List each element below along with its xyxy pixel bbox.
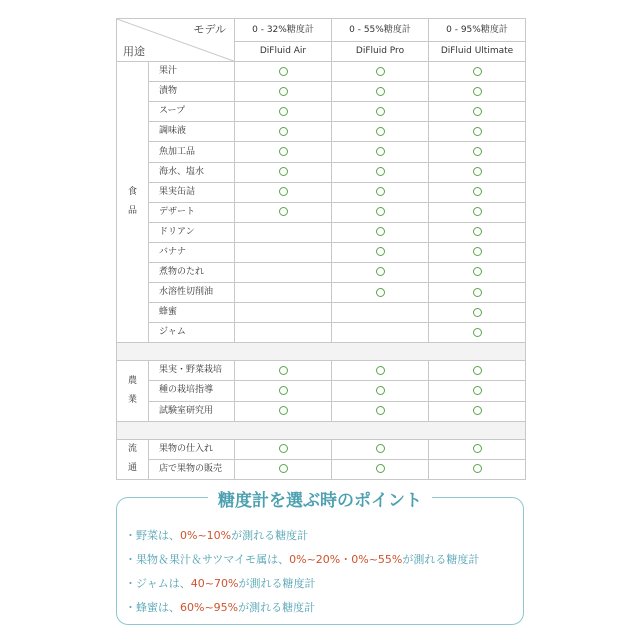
- compat-cell: [429, 62, 526, 82]
- table-row: [117, 242, 526, 262]
- model-range-pro: 0 - 55%糖度計: [332, 19, 429, 42]
- table-row: [117, 222, 526, 242]
- check-circle-icon: [376, 288, 385, 297]
- check-circle-icon: [279, 207, 288, 216]
- selection-points-box: [116, 491, 524, 625]
- use-label: 調味液: [149, 122, 235, 142]
- use-label: 魚加工品: [149, 142, 235, 162]
- point-item: [125, 524, 479, 548]
- check-circle-icon: [473, 464, 482, 473]
- compat-cell: [429, 262, 526, 282]
- compat-cell: [429, 283, 526, 303]
- model-range-air: 0 - 32%糖度計: [235, 19, 332, 42]
- check-circle-icon: [473, 67, 482, 76]
- compat-cell: [332, 459, 429, 479]
- compat-cell: [429, 323, 526, 343]
- check-circle-icon: [376, 406, 385, 415]
- table-row: [117, 202, 526, 222]
- point-range-highlight: 0%~10%: [180, 529, 232, 542]
- point-range-highlight: 60%~95%: [180, 601, 239, 614]
- table-row: [117, 401, 526, 421]
- compat-cell: [332, 82, 429, 102]
- use-label: 果汁: [149, 62, 235, 82]
- compat-cell: [332, 62, 429, 82]
- check-circle-icon: [279, 366, 288, 375]
- use-axis-label: 用途: [123, 45, 145, 59]
- suitability-table: [116, 18, 526, 480]
- check-circle-icon: [376, 207, 385, 216]
- point-item: [125, 572, 479, 596]
- use-label: 海水、塩水: [149, 162, 235, 182]
- compat-cell: [332, 162, 429, 182]
- compat-cell: [235, 122, 332, 142]
- compat-cell: [429, 303, 526, 323]
- table-row: [117, 162, 526, 182]
- check-circle-icon: [279, 464, 288, 473]
- compat-cell: [235, 439, 332, 459]
- table-row: [117, 283, 526, 303]
- compat-cell: [332, 102, 429, 122]
- check-circle-icon: [279, 107, 288, 116]
- compat-cell: [332, 182, 429, 202]
- compat-cell: [235, 202, 332, 222]
- model-name-air: DiFluid Air: [235, 42, 332, 62]
- table-row: [117, 361, 526, 381]
- compat-cell: [429, 361, 526, 381]
- compat-cell: [429, 82, 526, 102]
- compat-cell: [332, 401, 429, 421]
- compat-cell: [429, 162, 526, 182]
- compat-cell: [235, 222, 332, 242]
- compat-cell: [429, 202, 526, 222]
- compat-cell: [429, 122, 526, 142]
- table-row: [117, 459, 526, 479]
- compat-cell: [235, 283, 332, 303]
- check-circle-icon: [279, 444, 288, 453]
- compat-cell: [235, 262, 332, 282]
- use-label: ドリアン: [149, 222, 235, 242]
- model-range-ultimate: 0 - 95%糖度計: [429, 19, 526, 42]
- point-text-before: ・蜂蜜は、: [125, 601, 180, 614]
- table-row: [117, 303, 526, 323]
- use-label: 水溶性切削油: [149, 283, 235, 303]
- category-label: 流 通: [127, 444, 137, 474]
- category-cell: [117, 62, 149, 343]
- check-circle-icon: [473, 288, 482, 297]
- check-circle-icon: [473, 107, 482, 116]
- check-circle-icon: [473, 227, 482, 236]
- check-circle-icon: [376, 247, 385, 256]
- group-separator: [117, 421, 526, 439]
- table-row: [117, 182, 526, 202]
- check-circle-icon: [376, 267, 385, 276]
- compat-cell: [235, 459, 332, 479]
- compat-cell: [429, 242, 526, 262]
- check-circle-icon: [279, 147, 288, 156]
- table-row: [117, 82, 526, 102]
- compat-cell: [235, 242, 332, 262]
- use-label: 漬物: [149, 82, 235, 102]
- check-circle-icon: [473, 308, 482, 317]
- compat-cell: [235, 82, 332, 102]
- compat-cell: [235, 102, 332, 122]
- check-circle-icon: [376, 87, 385, 96]
- use-label: 果実・野菜栽培: [149, 361, 235, 381]
- use-label: 蜂蜜: [149, 303, 235, 323]
- use-label: バナナ: [149, 242, 235, 262]
- model-name-pro: DiFluid Pro: [332, 42, 429, 62]
- model-name-ultimate: DiFluid Ultimate: [429, 42, 526, 62]
- compat-cell: [332, 202, 429, 222]
- use-label: スープ: [149, 102, 235, 122]
- point-text-after: が測れる糖度計: [238, 601, 316, 614]
- table-row: [117, 102, 526, 122]
- category-label: 農 業: [127, 375, 137, 405]
- compat-cell: [235, 303, 332, 323]
- compat-cell: [235, 401, 332, 421]
- compat-cell: [235, 323, 332, 343]
- compat-cell: [429, 222, 526, 242]
- check-circle-icon: [473, 207, 482, 216]
- compat-cell: [332, 283, 429, 303]
- check-circle-icon: [279, 87, 288, 96]
- check-circle-icon: [279, 187, 288, 196]
- table-row: [117, 262, 526, 282]
- check-circle-icon: [473, 366, 482, 375]
- point-text-after: が測れる糖度計: [238, 577, 316, 590]
- check-circle-icon: [473, 328, 482, 337]
- check-circle-icon: [376, 147, 385, 156]
- points-list: [125, 524, 479, 620]
- check-circle-icon: [376, 67, 385, 76]
- compat-cell: [332, 122, 429, 142]
- table-row: [117, 122, 526, 142]
- point-range-highlight: 40~70%: [190, 577, 239, 590]
- check-circle-icon: [473, 167, 482, 176]
- check-circle-icon: [473, 247, 482, 256]
- compat-cell: [429, 459, 526, 479]
- check-circle-icon: [473, 147, 482, 156]
- check-circle-icon: [473, 87, 482, 96]
- check-circle-icon: [473, 267, 482, 276]
- category-cell: [117, 439, 149, 479]
- check-circle-icon: [279, 167, 288, 176]
- compat-cell: [332, 242, 429, 262]
- compat-cell: [429, 102, 526, 122]
- check-circle-icon: [376, 386, 385, 395]
- compat-cell: [429, 381, 526, 401]
- point-item: [125, 548, 479, 572]
- point-text-before: ・ジャムは、: [125, 577, 191, 590]
- category-cell: [117, 361, 149, 421]
- use-label: デザート: [149, 202, 235, 222]
- use-label: 店で果物の販売: [149, 459, 235, 479]
- points-title: 糖度計を選ぶ時のポイント: [208, 491, 432, 511]
- compat-cell: [429, 401, 526, 421]
- use-label: 試験室研究用: [149, 401, 235, 421]
- compat-cell: [235, 162, 332, 182]
- check-circle-icon: [376, 107, 385, 116]
- check-circle-icon: [473, 444, 482, 453]
- use-label: 果実缶詰: [149, 182, 235, 202]
- compat-cell: [332, 303, 429, 323]
- check-circle-icon: [376, 187, 385, 196]
- check-circle-icon: [473, 187, 482, 196]
- table-row: [117, 381, 526, 401]
- compat-cell: [235, 361, 332, 381]
- compat-cell: [429, 142, 526, 162]
- check-circle-icon: [376, 167, 385, 176]
- check-circle-icon: [376, 227, 385, 236]
- use-label: 果物の仕入れ: [149, 439, 235, 459]
- point-text-before: ・野菜は、: [125, 529, 180, 542]
- use-label: ジャム: [149, 323, 235, 343]
- compat-cell: [332, 361, 429, 381]
- use-label: 種の栽培指導: [149, 381, 235, 401]
- check-circle-icon: [376, 366, 385, 375]
- check-circle-icon: [376, 444, 385, 453]
- compat-cell: [332, 222, 429, 242]
- point-text-after: が測れる糖度計: [402, 553, 480, 566]
- compat-cell: [332, 439, 429, 459]
- check-circle-icon: [279, 406, 288, 415]
- compat-cell: [332, 142, 429, 162]
- check-circle-icon: [473, 127, 482, 136]
- check-circle-icon: [376, 464, 385, 473]
- compat-cell: [235, 381, 332, 401]
- check-circle-icon: [279, 67, 288, 76]
- point-item: [125, 596, 479, 620]
- check-circle-icon: [473, 386, 482, 395]
- compat-cell: [332, 323, 429, 343]
- table-row: [117, 62, 526, 82]
- group-separator: [117, 343, 526, 361]
- compat-cell: [235, 142, 332, 162]
- check-circle-icon: [279, 386, 288, 395]
- use-label: 煮物のたれ: [149, 262, 235, 282]
- table-row: [117, 142, 526, 162]
- compat-cell: [429, 439, 526, 459]
- point-text-after: が測れる糖度計: [231, 529, 309, 542]
- models-axis-label: モデル: [193, 23, 226, 36]
- check-circle-icon: [376, 127, 385, 136]
- table-corner-header: [117, 19, 235, 62]
- compat-cell: [235, 62, 332, 82]
- table-row: [117, 323, 526, 343]
- point-text-before: ・果物＆果汁＆サツマイモ属は、: [125, 553, 290, 566]
- compat-cell: [332, 381, 429, 401]
- check-circle-icon: [279, 127, 288, 136]
- point-range-highlight: 0%~20%・0%~55%: [289, 553, 403, 566]
- check-circle-icon: [473, 406, 482, 415]
- compat-cell: [332, 262, 429, 282]
- category-label: 食 品: [127, 187, 137, 217]
- compat-cell: [429, 182, 526, 202]
- table-row: [117, 439, 526, 459]
- compat-cell: [235, 182, 332, 202]
